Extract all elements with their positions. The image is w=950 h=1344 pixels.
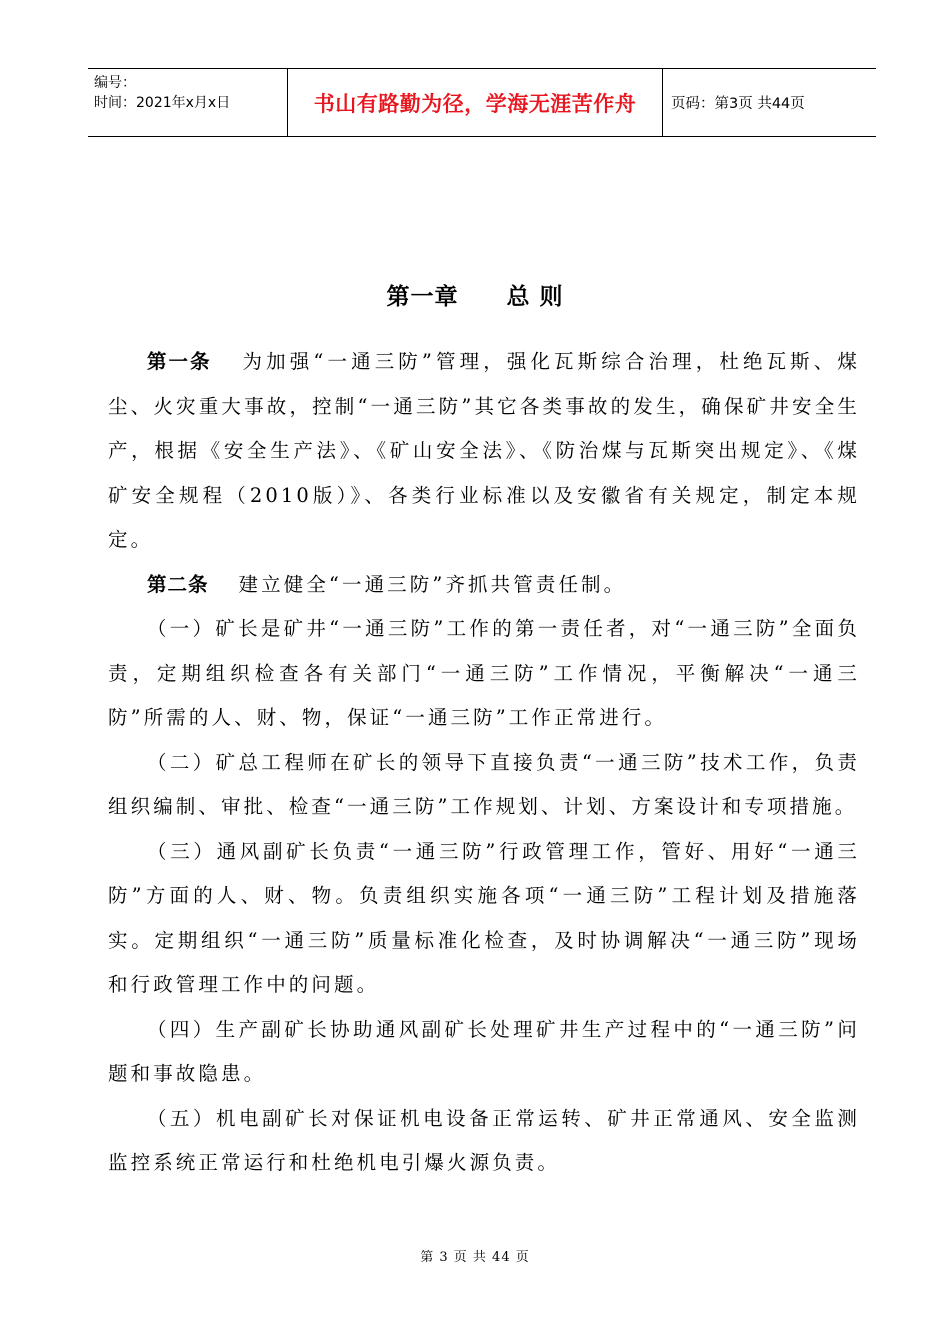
chapter-title: 总 则	[506, 284, 564, 310]
article-1	[108, 340, 860, 563]
document-body	[108, 340, 860, 1186]
page-header	[88, 68, 876, 137]
header-meta	[88, 69, 288, 136]
header-page-label: 页码：第3页 共44页	[671, 96, 805, 112]
chapter-number: 第一章	[386, 284, 459, 310]
article-1-label: 第一条	[147, 350, 212, 373]
article-2-label: 第二条	[147, 572, 209, 596]
list-item: （四）生产副矿长协助通风副矿长处理矿井生产过程中的“一通三防”问题和事故隐患。	[108, 1017, 860, 1085]
time-label: 时间：2021年x月x日	[94, 95, 231, 111]
list-item: （一）矿长是矿井“一通三防”工作的第一责任者，对“一通三防”全面负责，定期组织检查各有关部门“一通三防”工作情况，平衡解决“一通三防”所需的人、财、物，保证“一通三防”工作正常进行。	[108, 617, 860, 729]
chapter-heading	[0, 278, 950, 311]
list-item: （二）矿总工程师在矿长的领导下直接负责“一通三防”技术工作，负责组织编制、审批、检查“一通三防”工作规划、计划、方案设计和专项措施。	[108, 750, 860, 818]
article-1-text: 为加强“一通三防”管理，强化瓦斯综合治理，杜绝瓦斯、煤尘、火灾重大事故，控制“一通三防”其它各类事故的发生，确保矿井安全生产，根据《安全生产法》、《矿山安全法》、《防治煤与瓦斯突出规定》、《煤矿安全规程（2010版）》、各类行业标准以及安徽省有关规定，制定本规定。	[108, 350, 860, 551]
page-footer: 第 3 页 共 44 页	[420, 1250, 530, 1265]
number-label: 编号：	[94, 75, 136, 91]
list-item: （五）机电副矿长对保证机电设备正常运转、矿井正常通风、安全监测监控系统正常运行和杜绝机电引爆火源负责。	[108, 1106, 860, 1174]
list-item: （三）通风副矿长负责“一通三防”行政管理工作，管好、用好“一通三防”方面的人、财、物。负责组织实施各项“一通三防”工程计划及措施落实。定期组织“一通三防”质量标准化检查，及时协调解决“一通三防”现场和行政管理工作中的问题。	[108, 839, 860, 996]
article-2-text: 建立健全“一通三防”齐抓共管责任制。	[238, 572, 627, 596]
header-motto: 书山有路勤为径，学海无涯苦作舟	[288, 69, 663, 136]
article-2	[108, 563, 860, 608]
